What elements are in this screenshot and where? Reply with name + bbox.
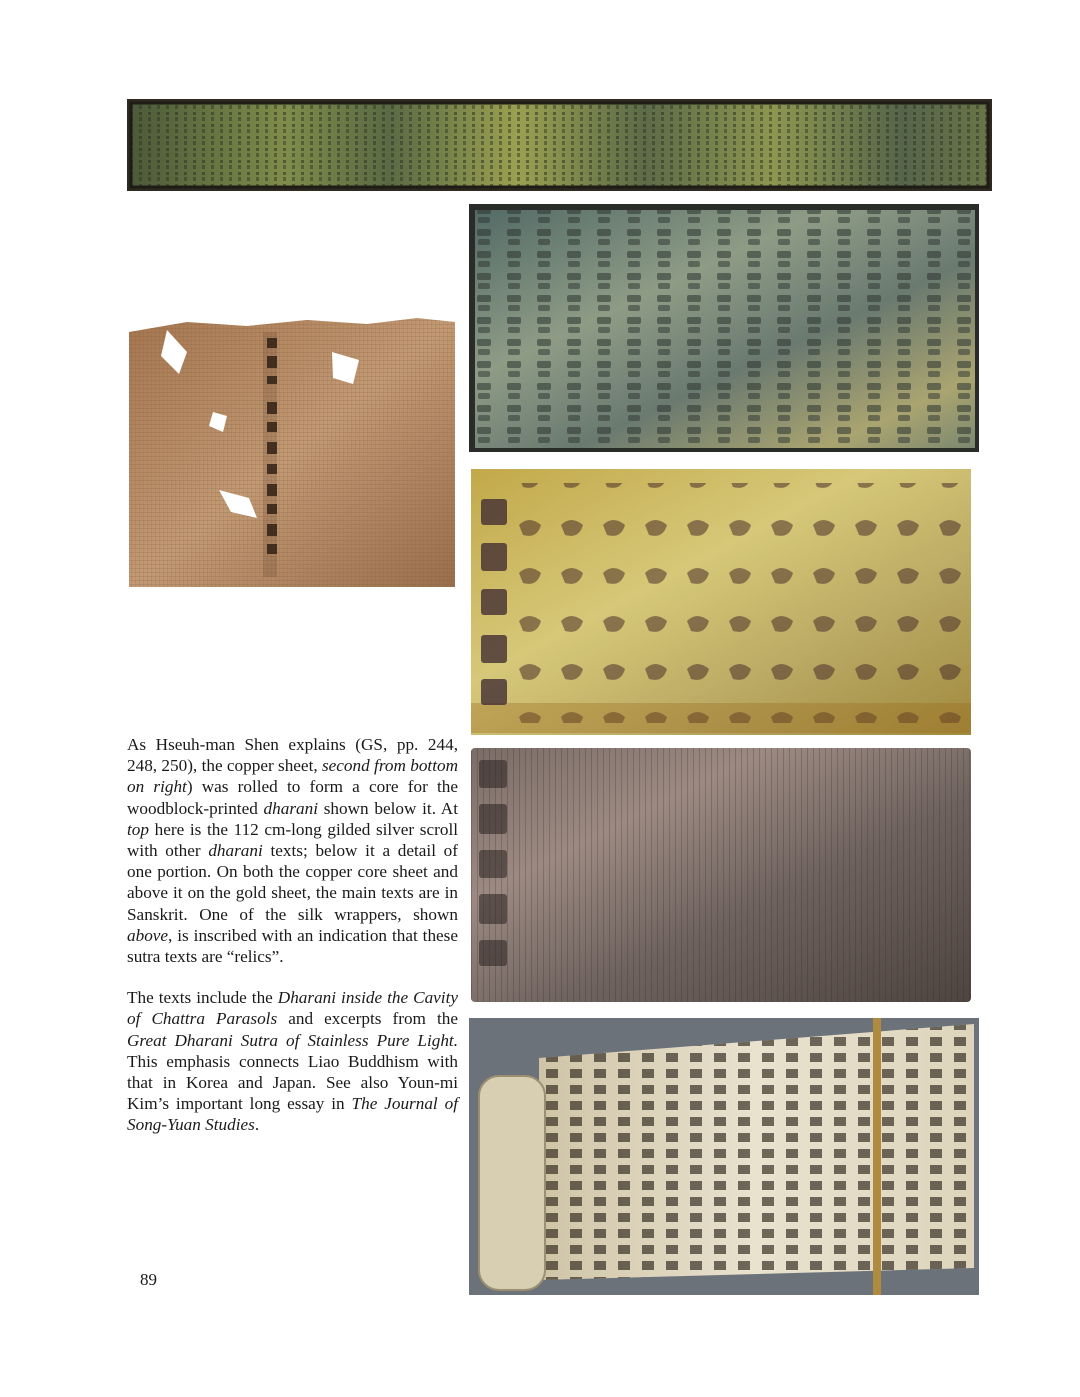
top-scroll-image [127, 99, 992, 191]
caption-text [127, 734, 458, 1136]
para2-run-1: Dharani inside the Cavity of Chattra Parasols [127, 988, 458, 1029]
para2-run-2: and excerpts from the [277, 1009, 458, 1029]
woodblock-dharani-photo [469, 1018, 979, 1295]
silver-scroll-detail-photo [469, 204, 979, 452]
gold-sheet-image [469, 463, 979, 737]
top-scroll-photo [127, 99, 992, 191]
silver-scroll-detail-image [469, 204, 979, 452]
para2-run-0: The texts include the [127, 988, 278, 1008]
para1-run-7: dharani [208, 841, 263, 861]
para1-run-5: top [127, 819, 149, 839]
para1-run-3: dharani [263, 798, 318, 818]
gold-sheet-photo [469, 463, 979, 737]
para2-run-3: Great Dharani Sutra of Stainless Pure Light. [127, 1030, 458, 1050]
para2-run-6: . [254, 1115, 260, 1135]
silk-wrapper-image [127, 312, 457, 590]
para1-run-4: shown below it. At [317, 798, 458, 818]
para1-run-0: As Hseuh-man Shen explains (GS, pp. 244, 248, 250), the copper sheet, [127, 735, 458, 776]
paragraph-2 [127, 987, 458, 1135]
paragraph-1 [127, 734, 458, 967]
para1-run-6: here is the 112 cm-long gilded silver scroll with other [127, 819, 458, 861]
para1-run-1: second from bottom on right [127, 756, 458, 797]
para2-run-4: This emphasis connects Liao Buddhism with that in Korea and Japan. See also Youn-mi Kim’s important long essay in [127, 1051, 458, 1114]
woodblock-dharani-image [469, 1018, 979, 1295]
para1-run-2: ) was rolled to form a core for the woodblock-printed [127, 777, 458, 818]
para2-run-5: The Journal of Song-Yuan Studies [127, 1094, 458, 1135]
page-number: 89 [140, 1270, 157, 1289]
copper-sheet-image [469, 746, 979, 1004]
silk-wrapper-photo [127, 312, 457, 590]
copper-sheet-photo [469, 746, 979, 1004]
para1-run-9: above [127, 925, 169, 945]
para1-run-8: texts; below it a detail of one portion. On both the copper core sheet and above it on the gold sheet, the main texts are in Sanskrit. One of the silk wrappers, shown [127, 841, 459, 924]
para1-run-10: , is inscribed with an indication that these sutra texts are “relics”. [127, 925, 458, 967]
